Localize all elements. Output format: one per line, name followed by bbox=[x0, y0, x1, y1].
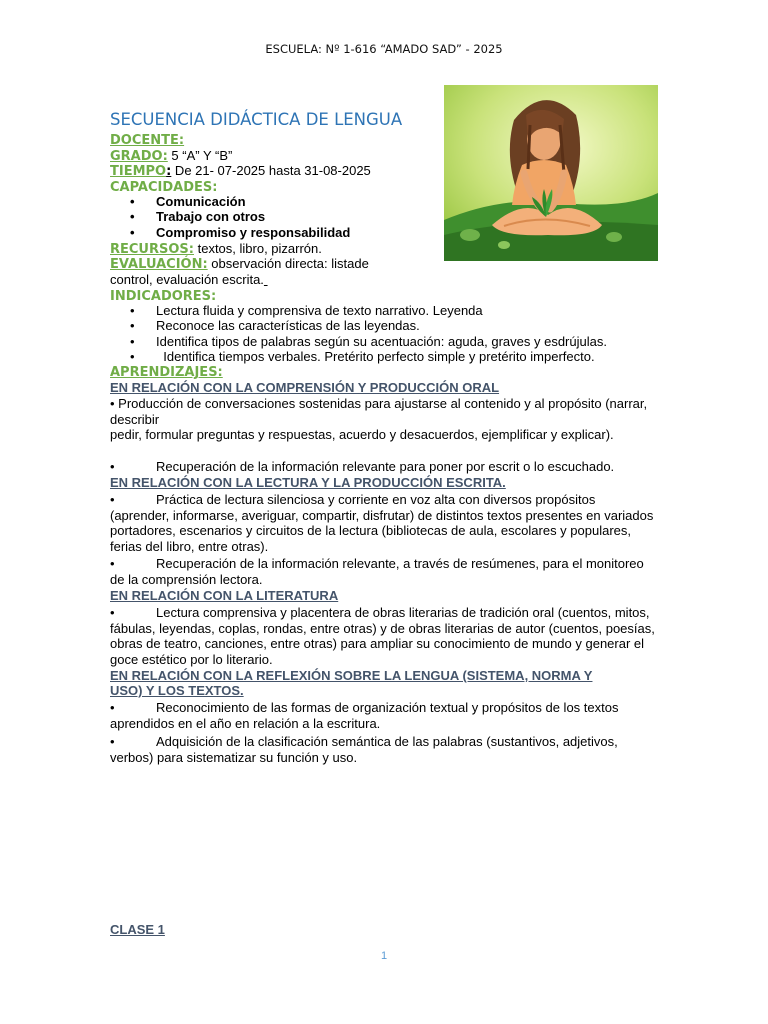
section-title-lectura: EN RELACIÓN CON LA LECTURA Y LA PRODUCCIÓN ESCRITA. bbox=[110, 475, 506, 490]
oral-p1-line2: pedir, formular preguntas y respuestas, acuerdo y desacuerdos, ejemplificar y explicar). bbox=[110, 427, 614, 442]
bullet-marker: • bbox=[110, 605, 115, 620]
literatura-paragraph-1 bbox=[110, 605, 658, 667]
tiempo-line bbox=[110, 163, 371, 180]
evaluacion-line-2 bbox=[110, 272, 268, 288]
evaluacion-label: EVALUACIÓN: bbox=[110, 257, 208, 272]
capacidad-item: • Compromiso y responsabilidad bbox=[110, 225, 350, 240]
grado-label: GRADO: bbox=[110, 149, 168, 164]
reflexion-p1-text: Reconocimiento de las formas de organización textual y propósitos de los textos aprendidos en el año en relación a la escritura. bbox=[110, 700, 619, 731]
capacidades-label: CAPACIDADES: bbox=[110, 180, 218, 195]
evaluacion-value-cont: control, evaluación escrita. bbox=[110, 272, 264, 287]
docente-label: DOCENTE: bbox=[110, 133, 185, 148]
indicadores-list bbox=[110, 303, 607, 364]
grado-value: 5 “A” Y “B” bbox=[167, 148, 233, 163]
section-title-oral: EN RELACIÓN CON LA COMPRENSIÓN Y PRODUCCIÓN ORAL bbox=[110, 380, 500, 395]
aprendizajes-line bbox=[110, 364, 223, 381]
clase-heading: CLASE 1 bbox=[110, 922, 165, 937]
oral-paragraph-1 bbox=[110, 396, 658, 443]
indicadores-label: INDICADORES: bbox=[110, 289, 217, 304]
tiempo-value: De 21- 07-2025 hasta 31-08-2025 bbox=[171, 163, 371, 178]
bullet-marker: • bbox=[110, 734, 115, 749]
document-header: ESCUELA: Nº 1-616 “AMADO SAD” - 2025 bbox=[265, 42, 503, 56]
lectura-p2-text: Recuperación de la información relevante, a través de resúmenes, para el monitoreo de la comprensión lectora. bbox=[110, 556, 644, 587]
reflexion-paragraph-1 bbox=[110, 700, 658, 731]
indicador-item: • Identifica tiempos verbales. Pretérito perfecto simple y pretérito imperfecto. bbox=[110, 349, 607, 364]
lectura-paragraph-1 bbox=[110, 492, 658, 554]
recursos-value: textos, libro, pizarrón. bbox=[193, 241, 322, 256]
evaluacion-line bbox=[110, 256, 369, 273]
literatura-p1-text: Lectura comprensiva y placentera de obras literarias de tradición oral (cuentos, mitos, fábulas, leyendas, coplas, rondas, entre otras) y de obras literarias de autor (cuentos, poesías, obras de teatro, canciones, entre otras) para ampliar su conocimiento de mundo y generar el goce estético por lo literario. bbox=[110, 605, 655, 667]
recursos-label: RECURSOS: bbox=[110, 242, 194, 257]
lectura-paragraph-2 bbox=[110, 556, 658, 587]
section-title-reflexion: EN RELACIÓN CON LA REFLEXIÓN SOBRE LA LENGUA (SISTEMA, NORMA Y bbox=[110, 668, 593, 683]
lectura-p1-text: Práctica de lectura silenciosa y corriente en voz alta con diversos propósitos (aprender, informarse, averiguar, compartir, disfrutar) de distintos textos presentes en variados portadores, escenarios y circuitos de la lectura (bibliotecas de aula, escolares y populares, ferias del libro, entre otras). bbox=[110, 492, 654, 554]
capacidad-item: • Comunicación bbox=[110, 194, 350, 209]
oral-paragraph-2 bbox=[110, 459, 658, 475]
reflexion-paragraph-2 bbox=[110, 734, 658, 765]
page-number: 1 bbox=[380, 950, 388, 962]
aprendizajes-label: APRENDIZAJES: bbox=[110, 365, 223, 380]
oral-p2-text: Recuperación de la información relevante para poner por escrit o lo escuchado. bbox=[156, 459, 615, 474]
girl-illustration bbox=[444, 85, 658, 261]
indicador-item: • Reconoce las características de las leyendas. bbox=[110, 318, 607, 333]
oral-p1-line1: • Producción de conversaciones sostenidas para ajustarse al contenido y al propósito (narrar, describir bbox=[110, 396, 648, 427]
section-title-reflexion-cont: USO) Y LOS TEXTOS. bbox=[110, 683, 244, 698]
evaluacion-value: observación directa: listade bbox=[207, 256, 369, 271]
bullet-marker: • bbox=[110, 492, 115, 507]
tiempo-label: TIEMPO bbox=[110, 164, 167, 179]
indicador-item: • Identifica tipos de palabras según su acentuación: aguda, graves y esdrújulas. bbox=[110, 334, 607, 349]
tiempo-colon: : bbox=[166, 164, 172, 179]
document-title: SECUENCIA DIDÁCTICA DE LENGUA bbox=[110, 110, 403, 129]
capacidad-item: • Trabajo con otros bbox=[110, 209, 350, 224]
capacidades-list bbox=[110, 194, 350, 240]
bullet-marker: • bbox=[110, 459, 115, 474]
reflexion-p2-text: Adquisición de la clasificación semántica de las palabras (sustantivos, adjetivos, verbos) para sistematizar su función y uso. bbox=[110, 734, 618, 765]
docente-line bbox=[110, 132, 184, 149]
section-title-literatura: EN RELACIÓN CON LA LITERATURA bbox=[110, 588, 339, 603]
indicador-item: • Lectura fluida y comprensiva de texto narrativo. Leyenda bbox=[110, 303, 607, 318]
bullet-marker: • bbox=[110, 700, 115, 715]
bullet-marker: • bbox=[110, 556, 115, 571]
